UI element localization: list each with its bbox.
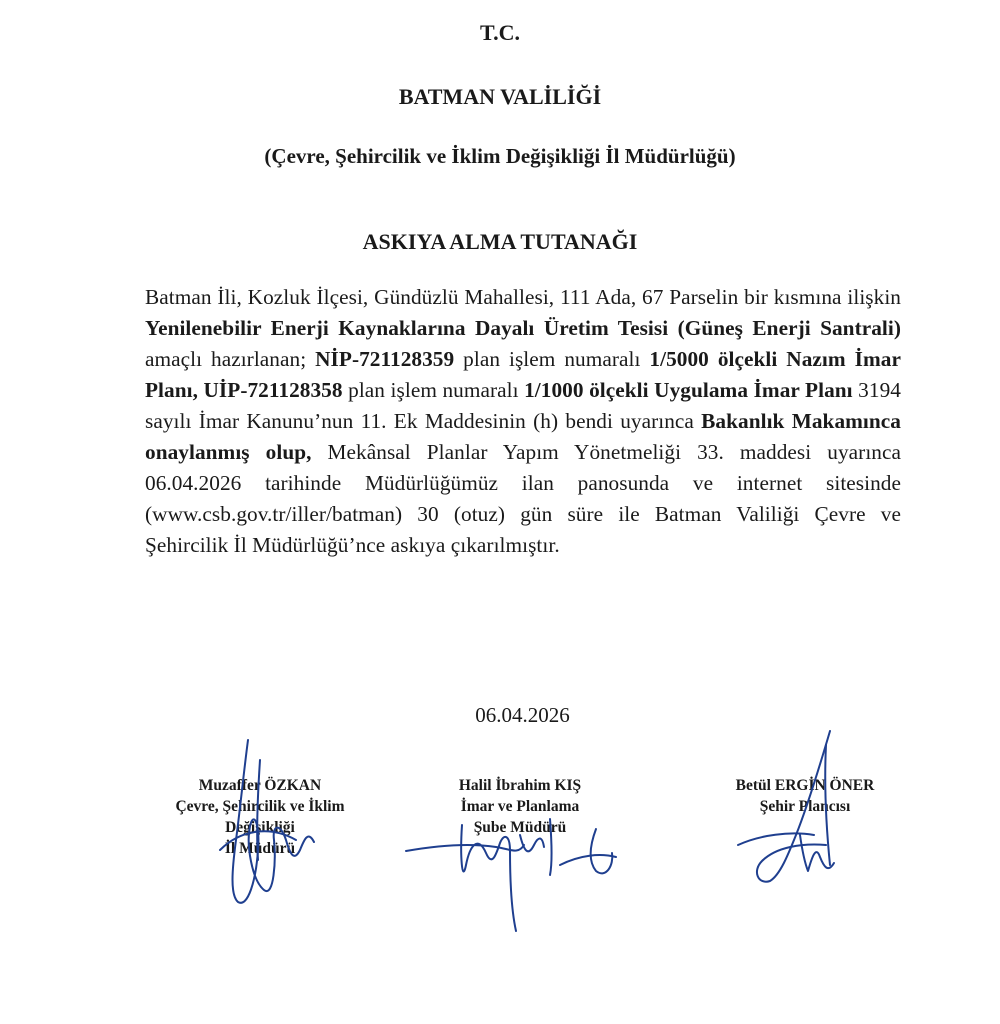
signatory-1-title-line2: Değişikliği — [225, 819, 295, 836]
signatory-2-name: Halil İbrahim KIŞ — [458, 777, 582, 794]
signatory-2-title-line1: İmar ve Planlama — [460, 798, 580, 815]
body-bold-4: 1/1000 ölçekli Uygulama İmar Planı — [524, 378, 853, 402]
body-text-1: Batman İli, Kozluk İlçesi, Gündüzlü Mahallesi, 111 Ada, 67 Parselin bir kısmına ilişkin — [145, 285, 901, 309]
body-text-6: Mekânsal Planlar Yapım Yönetmeliği 33. maddesi uyarınca 06.04.2026 tarihinde Müdürlüğümüz ilan panosunda ve internet sitesinde (www.csb.gov.tr/iller/batman) 30 (otuz) gün süre ile Batman Valiliği Çevre ve Şehircilik İl Müdürlüğü’nce askıya çıkarılmıştır. — [145, 440, 901, 557]
signature-1-image — [200, 730, 340, 910]
document-date: 06.04.2026 — [475, 703, 570, 727]
signature-2-image — [400, 795, 630, 935]
header-directorate: (Çevre, Şehircilik ve İklim Değişikliği İl Müdürlüğü) — [264, 144, 736, 168]
header-tc: T.C. — [480, 20, 520, 45]
signatory-3-title-line1: Şehir Plancısı — [759, 798, 851, 815]
signatory-3-name: Betül ERGİN ÖNER — [735, 777, 875, 794]
document-body — [145, 282, 901, 561]
body-bold-5: Bakanlık Makamınca onaylanmış olup, — [145, 409, 901, 464]
body-bold-2: NİP-721128359 — [315, 347, 455, 371]
document-title: ASKIYA ALMA TUTANAĞI — [362, 229, 638, 254]
signatory-1-title-line3: İl Müdürü — [224, 840, 296, 857]
body-bold-1: Yenilenebilir Enerji Kaynaklarına Dayalı Üretim Tesisi (Güneş Enerji Santrali) — [145, 316, 901, 340]
signatory-2-title-line2: Şube Müdürü — [473, 819, 567, 836]
signature-3-image — [730, 725, 870, 895]
body-text-2: amaçlı hazırlanan; — [145, 347, 316, 371]
body-bold-3: 1/5000 ölçekli Nazım İmar Planı, UİP-721128358 — [145, 347, 901, 402]
body-text-5: 3194 sayılı İmar Kanunu’nun 11. Ek Maddesinin (h) bendi uyarınca — [145, 378, 901, 433]
header-governorship: BATMAN VALİLİĞİ — [398, 84, 602, 109]
body-text-4: plan işlem numaralı — [342, 378, 525, 402]
signatory-1-name: Muzaffer ÖZKAN — [198, 777, 322, 794]
body-text-3: plan işlem numaralı — [454, 347, 650, 371]
signatory-1-title-line1: Çevre, Şehircilik ve İklim — [175, 798, 345, 815]
